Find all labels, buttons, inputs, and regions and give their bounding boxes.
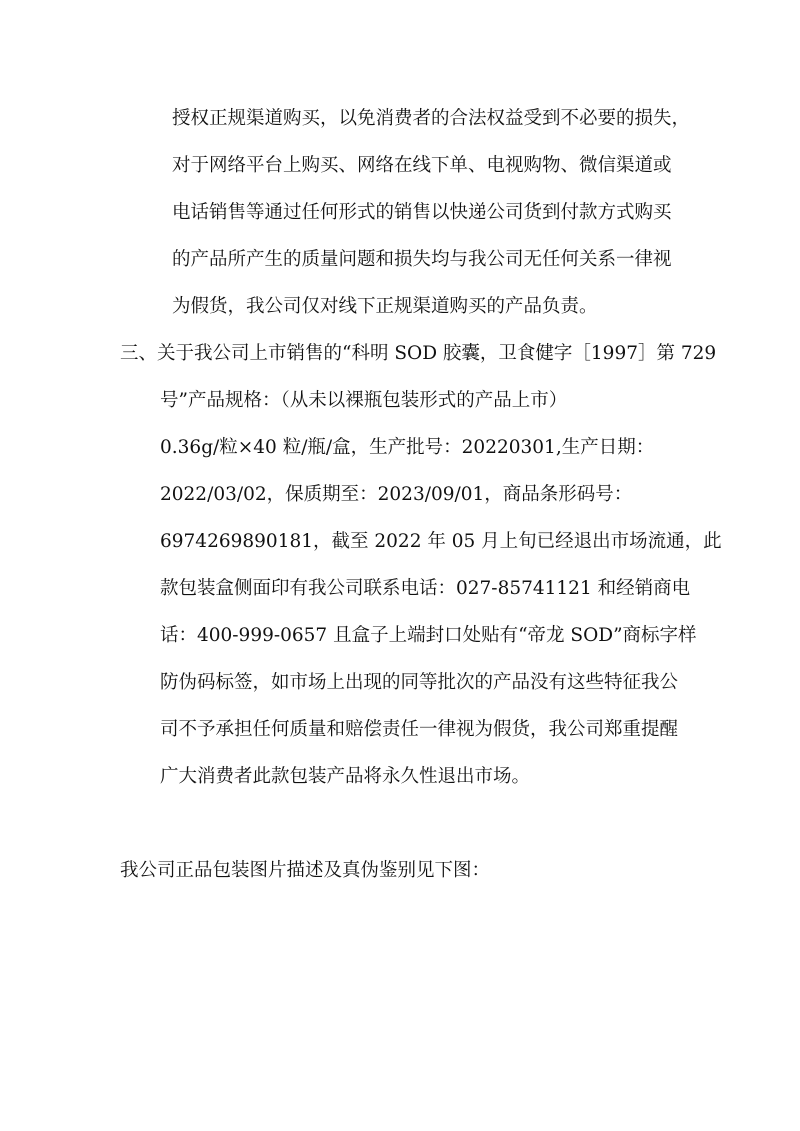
section-line: 0.36g/粒×40 粒/瓶/盒，生产批号：20220301,生产日期： <box>160 437 655 458</box>
paragraph-line: 为假货，我公司仅对线下正规渠道购买的产品负责。 <box>172 296 598 317</box>
section-number: 三、 <box>120 343 158 364</box>
section-line: 广大消费者此款包装产品将永久性退出市场。 <box>160 766 531 787</box>
paragraph-line: 的产品所产生的质量问题和损失均与我公司无任何关系一律视 <box>172 249 672 270</box>
paragraph-line: 授权正规渠道购买，以免消费者的合法权益受到不必要的损失， <box>172 108 691 129</box>
section-line: 防伪码标签，如市场上出现的同等批次的产品没有这些特征我公 <box>160 672 679 693</box>
closing-line: 我公司正品包装图片描述及真伪鉴别见下图： <box>120 860 491 881</box>
paragraph-line: 电话销售等通过任何形式的销售以快递公司货到付款方式购买 <box>172 202 672 223</box>
section-line: 司不予承担任何质量和赔偿责任一律视为假货，我公司郑重提醒 <box>160 719 679 740</box>
section-line: 号”产品规格：（从未以裸瓶包装形式的产品上市） <box>160 390 568 411</box>
section-three-heading <box>120 341 716 367</box>
paragraph-line: 对于网络平台上购买、网络在线下单、电视购物、微信渠道或 <box>172 155 672 176</box>
section-line: 2022/03/02，保质期至：2023/09/01，商品条形码号： <box>160 484 633 505</box>
section-line: 款包装盒侧面印有我公司联系电话：027-85741121 和经销商电 <box>160 578 691 599</box>
section-first-line: 关于我公司上市销售的“科明 SOD 胶囊，卫食健字［1997］第 729 <box>157 343 717 364</box>
section-line: 话：400-999-0657 且盒子上端封口处贴有“帝龙 SOD”商标字样 <box>160 625 697 646</box>
section-line: 6974269890181，截至 2022 年 05 月上旬已经退出市场流通，此 <box>160 531 722 552</box>
